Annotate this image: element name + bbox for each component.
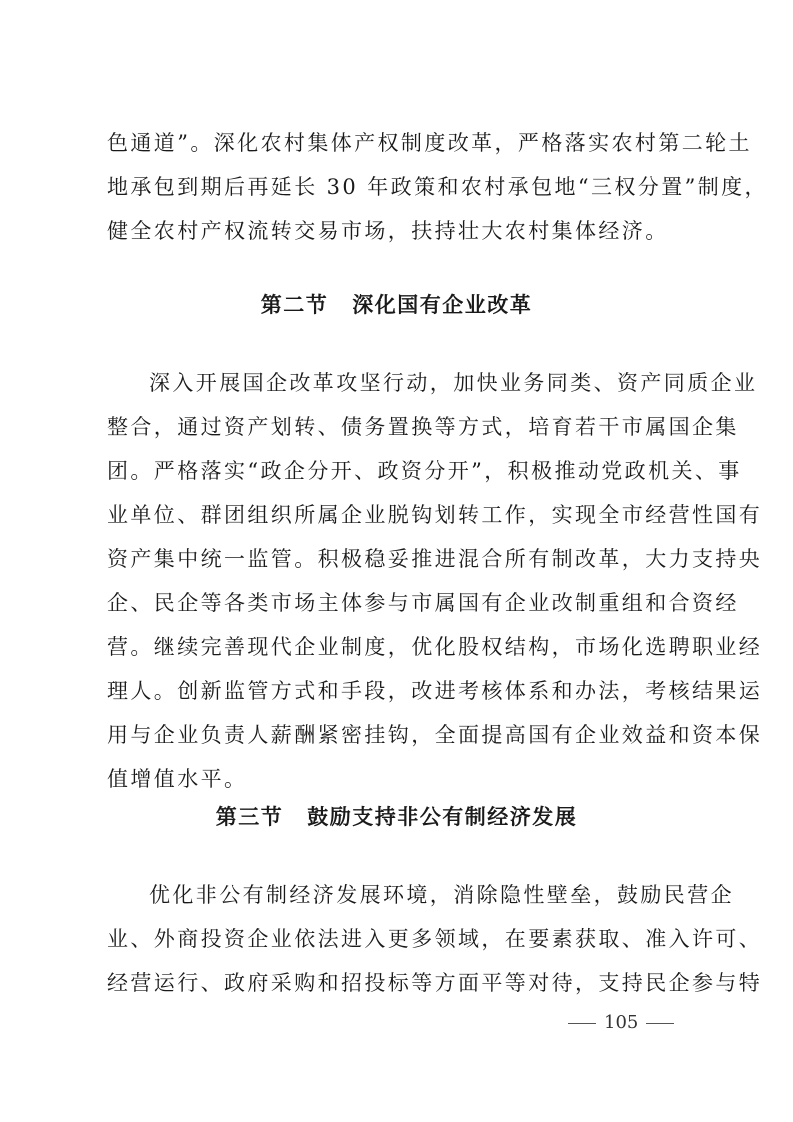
paragraph-soe-reform — [107, 361, 763, 801]
text-line: 值增值水平。 — [107, 767, 248, 791]
footer-dash-right — [646, 1023, 674, 1024]
text-line: 资产集中统一监管。积极稳妥推进混合所有制改革，大力支持央 — [107, 547, 763, 571]
text-line: 理人。创新监管方式和手段，改进考核体系和办法，考核结果运 — [107, 679, 763, 703]
text-line: 优化非公有制经济发展环境，消除隐性壁垒，鼓励民营企 — [149, 883, 734, 907]
section-number: 第三节 — [215, 804, 284, 829]
section-title: 深化国有企业改革 — [352, 292, 533, 317]
text-line: 业、外商投资企业依法进入更多领域，在要素获取、准入许可、 — [107, 927, 763, 951]
text-line: 营。继续完善现代企业制度，优化股权结构，市场化选聘职业经 — [107, 635, 763, 659]
text-line: 团。严格落实“政企分开、政资分开”，积极推动党政机关、事 — [107, 459, 742, 483]
text-line: 整合，通过资产划转、债务置换等方式，培育若干市属国企集 — [107, 415, 739, 439]
text-line: 经营运行、政府采购和招投标等方面平等对待，支持民企参与特 — [107, 971, 763, 995]
section-number: 第二节 — [260, 292, 329, 317]
footer-dash-left — [568, 1023, 596, 1024]
paragraph-private-economy — [107, 873, 763, 1005]
paragraph-rural-reform — [107, 121, 768, 253]
section-heading-3 — [0, 801, 793, 831]
text-line: 业单位、群团组织所属企业脱钩划转工作，实现全市经营性国有 — [107, 503, 763, 527]
page-number: 105 — [604, 1012, 639, 1033]
text-line: 地承包到期后再延长 30 年政策和农村承包地“三权分置”制度， — [107, 175, 768, 199]
text-line: 深入开展国企改革攻坚行动，加快业务同类、资产同质企业 — [149, 371, 758, 395]
text-line: 健全农村产权流转交易市场，扶持壮大农村集体经济。 — [107, 219, 669, 243]
text-line: 企、民企等各类市场主体参与市属国有企业改制重组和合资经 — [107, 591, 739, 615]
section-heading-2 — [0, 289, 793, 319]
text-line: 用与企业负责人薪酬紧密挂钩，全面提高国有企业效益和资本保 — [107, 723, 763, 747]
text-line: 色通道”。深化农村集体产权制度改革，严格落实农村第二轮土 — [107, 131, 752, 155]
section-title: 鼓励支持非公有制经济发展 — [307, 804, 578, 829]
page-footer — [560, 1012, 680, 1033]
